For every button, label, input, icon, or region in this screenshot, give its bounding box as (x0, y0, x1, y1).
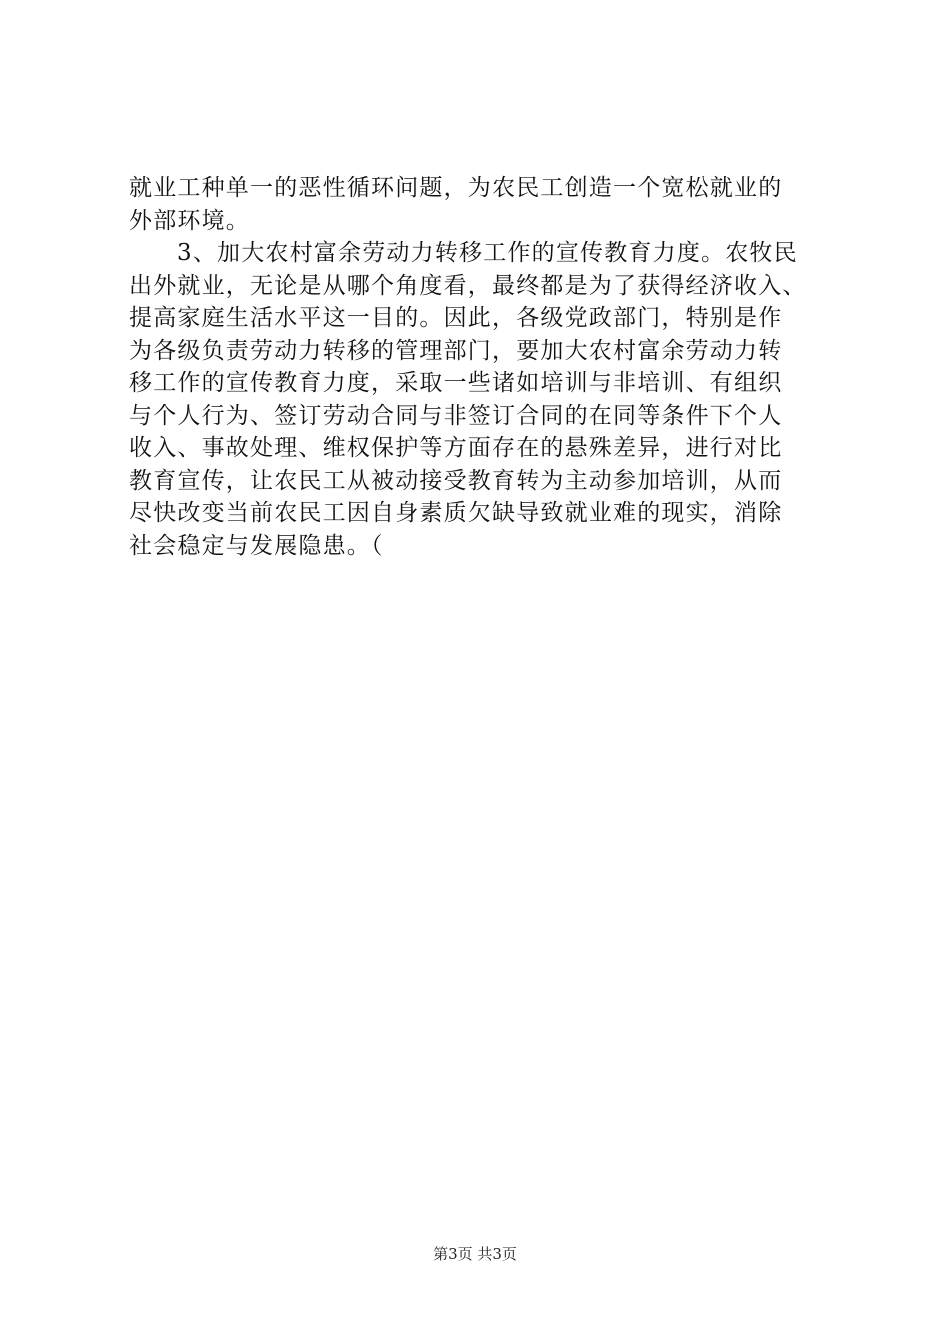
text-line: 就业工种单一的恶性循环问题，为农民工创造一个宽松就业的 (129, 175, 783, 201)
text-line: 移工作的宣传教育力度，采取一些诸如培训与非培训、有组织 (129, 370, 783, 396)
page-number-footer: 第3页 共3页 (433, 1245, 517, 1263)
text-line: 教育宣传，让农民工从被动接受教育转为主动参加培训，从而 (129, 467, 783, 494)
text-line: 与个人行为、签订劳动合同与非签订合同的在同等条件下个人 (129, 402, 783, 429)
text-line: 社会稳定与发展隐患。（ (129, 532, 384, 559)
text-line: 出外就业，无论是从哪个角度看，最终都是为了获得经济收入、 (129, 272, 807, 299)
text-line: 尽快改变当前农民工因自身素质欠缺导致就业难的现实，消除 (129, 500, 783, 526)
text-line: 为各级负责劳动力转移的管理部门，要加大农村富余劳动力转 (129, 337, 783, 364)
text-line: 提高家庭生活水平这一目的。因此，各级党政部门，特别是作 (129, 305, 783, 331)
text-line: 外部环境。 (129, 207, 250, 234)
text-line: 收入、事故处理、维权保护等方面存在的悬殊差异，进行对比 (129, 435, 783, 461)
body-text (129, 172, 833, 562)
paragraph-start-line: 3、加大农村富余劳动力转移工作的宣传教育力度。农牧民 (177, 240, 798, 266)
